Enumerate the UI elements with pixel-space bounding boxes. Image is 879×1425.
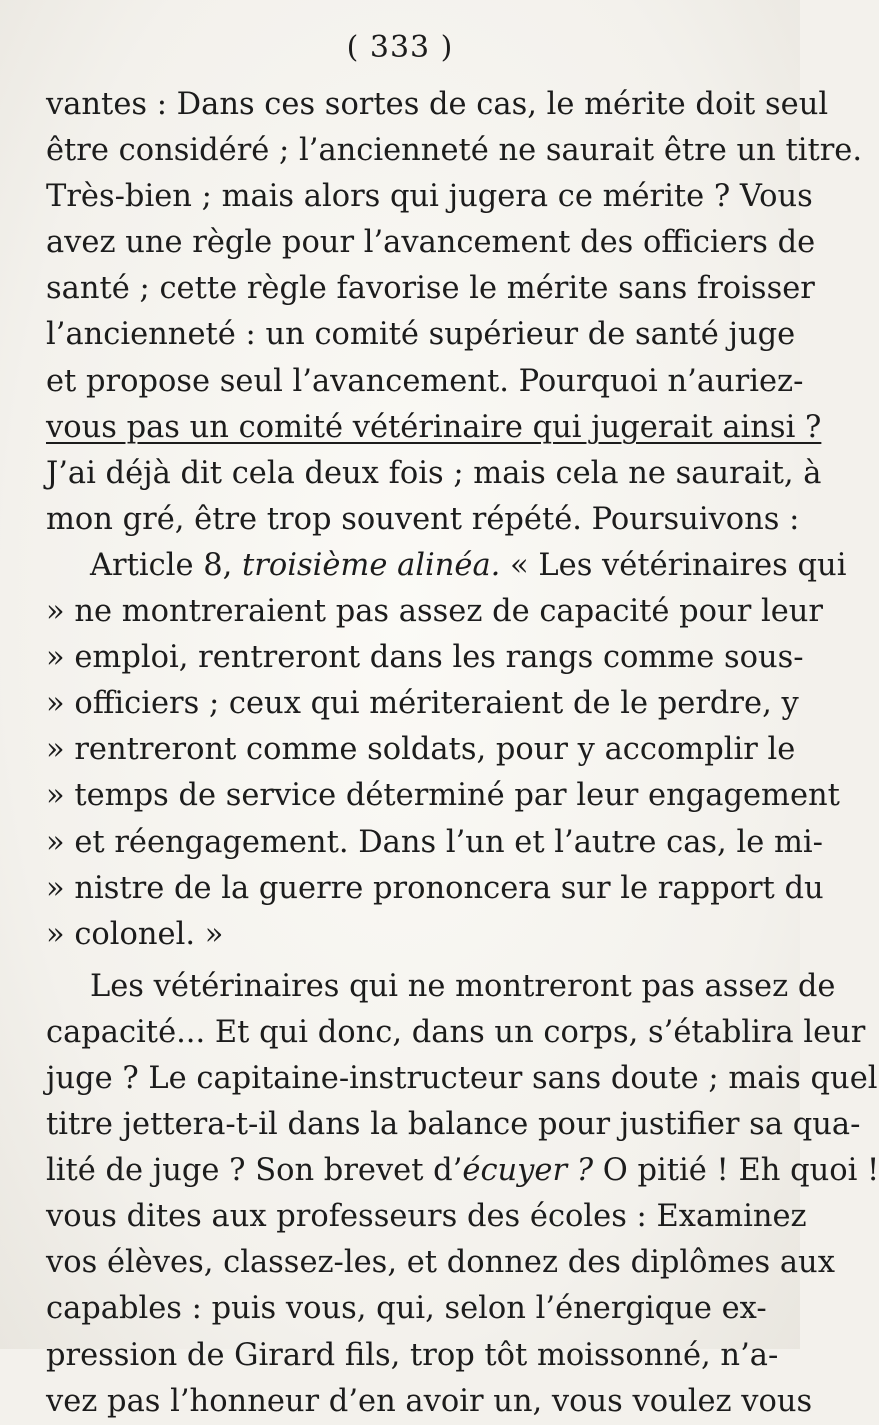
text-line: juge ? Le capitaine-instructeur sans doute ; mais quel: [46, 1060, 878, 1096]
text-line: l’ancienneté : un comité supérieur de santé juge: [46, 317, 796, 353]
text-line: vez pas l’honneur d’en avoir un, vous voulez vous: [46, 1383, 813, 1419]
text-line: capacité... Et qui donc, dans un corps, s’établira leur: [46, 1014, 866, 1050]
text-line: titre jettera-t-il dans la balance pour justifier sa qua-: [46, 1107, 861, 1143]
text-line: » et réengagement. Dans l’un et l’autre cas, le mi-: [46, 824, 823, 860]
text-line: avez une règle pour l’avancement des officiers de: [46, 225, 816, 261]
body-text: [46, 82, 879, 1425]
paragraph-2: [46, 543, 847, 958]
paragraph-1: [46, 82, 863, 543]
text-line: » rentreront comme soldats, pour y accomplir le: [46, 732, 796, 768]
page-number: ( 333 ): [346, 30, 454, 65]
text-line: vantes : Dans ces sortes de cas, le mérite doit seul: [46, 87, 829, 122]
text-line: » ne montreraient pas assez de capacité pour leur: [46, 594, 823, 630]
text-line: pression de Girard fils, trop tôt moissonné, n’a-: [46, 1337, 779, 1373]
text-line: mon gré, être trop souvent répété. Poursuivons :: [46, 501, 800, 537]
text-line: » emploi, rentreront dans les rangs comme sous-: [46, 640, 804, 676]
paragraph-3: [46, 964, 879, 1425]
text-line: Très-bien ; mais alors qui jugera ce mérite ? Vous: [46, 179, 813, 215]
text-line: » officiers ; ceux qui mériteraient de le perdre, y: [46, 686, 799, 722]
text-line: vous dites aux professeurs des écoles : Examinez: [46, 1199, 807, 1235]
italic-phrase: écuyer ?: [462, 1153, 594, 1189]
text-line: » colonel. »: [46, 916, 224, 952]
text-line: capables : puis vous, qui, selon l’énergique ex-: [46, 1291, 767, 1327]
text-line: santé ; cette règle favorise le mérite sans froisser: [46, 271, 815, 307]
text-line: être considéré ; l’ancienneté ne saurait être un titre.: [46, 133, 863, 169]
text-line: Les vétérinaires qui ne montreront pas assez de: [90, 968, 836, 1004]
text-line: » temps de service déterminé par leur engagement: [46, 778, 840, 814]
text-line: » nistre de la guerre prononcera sur le rapport du: [46, 870, 824, 906]
text-line-underlined: vous pas un comité vétérinaire qui jugerait ainsi ?: [46, 409, 822, 445]
italic-phrase: troisième alinéa.: [242, 547, 501, 583]
text-line: lité de juge ? Son brevet d’écuyer ? O pitié ! Eh quoi !: [46, 1153, 879, 1189]
text-line: J’ai déjà dit cela deux fois ; mais cela ne saurait, à: [46, 455, 822, 491]
text-line: Article 8, troisième alinéa. « Les vétérinaires qui: [90, 547, 847, 583]
text-line: et propose seul l’avancement. Pourquoi n’auriez-: [46, 363, 804, 399]
text-line: vos élèves, classez-les, et donnez des diplômes aux: [46, 1245, 835, 1281]
